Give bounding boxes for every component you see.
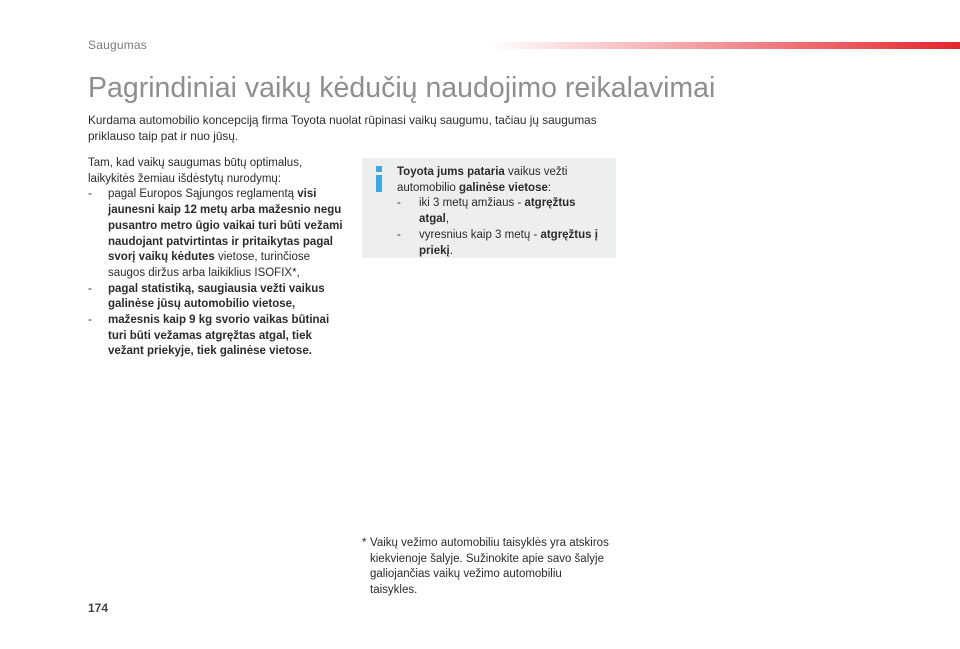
tip-text: . (449, 244, 453, 257)
intro-paragraph: Kurdama automobilio koncepciją firma Toyota nuolat rūpinasi vaikų saugumu, tačiau jų saugumas priklauso taip pat ir nuo jūsų. (88, 113, 597, 143)
page-title: Pagrindiniai vaikų kėdučių naudojimo reikalavimai (88, 72, 716, 104)
page-number: 174 (88, 601, 109, 615)
item-bold-text: visi jaunesni kaip 12 metų arba mažesnio negu pusantro metro ūgio vaikai turi būti vežami naudojant patvirtintas ir pritaikytas pagal svorį vaikų kėdutes (108, 188, 343, 264)
tip-list (397, 196, 608, 259)
list-item (88, 282, 346, 313)
list-dash: - (397, 197, 401, 210)
list-dash: - (397, 228, 401, 241)
requirements-column (88, 156, 346, 360)
list-item (88, 187, 346, 281)
tip-text: iki 3 metų amžiaus - (419, 197, 525, 210)
tip-box (362, 158, 616, 258)
tip-text: vaikus vežti automobilio (397, 166, 568, 194)
tip-bold-text: atgręžtus į priekį (419, 228, 598, 257)
footnote-text: Vaikų vežimo automobiliu taisyklės yra atskiros kiekvienoje šalyje. Sužinokite apie savo šalyje galiojančias vaikų vežimo automobiliu taisykles. (370, 537, 609, 597)
tip-text: : (547, 181, 552, 194)
list-item (88, 313, 346, 360)
footnote (362, 536, 612, 599)
tip-text: , (445, 213, 450, 226)
item-bold-text: pagal statistiką, saugiausia vežti vaikus galinėse jūsų automobilio vietose, (108, 282, 325, 311)
list-dash: - (88, 314, 92, 327)
info-icon (373, 166, 385, 192)
tip-lead (397, 165, 608, 196)
requirements-list (88, 187, 346, 360)
list-item (397, 196, 608, 227)
tip-bold-text: Toyota jums pataria (397, 166, 505, 178)
requirements-lead: Tam, kad vaikų saugumas būtų optimalus, laikykitės žemiau išdėstytų nurodymų: (88, 157, 303, 185)
tip-bold-text: galinėse vietose (459, 181, 548, 194)
item-text: pagal Europos Sąjungos reglamentą (108, 188, 298, 201)
item-bold-text: mažesnis kaip 9 kg svorio vaikas būtinai turi būti vežamas atgręžtas atgal, tiek vežant priekyje, tiek galinėse vietose. (108, 314, 330, 358)
tip-text: vyresnius kaip 3 metų - (419, 228, 541, 241)
footnote-star: * (362, 537, 367, 549)
header-accent-bar (490, 42, 960, 49)
tip-bold-text: atgręžtus atgal (419, 197, 576, 226)
section-label: Saugumas (88, 38, 147, 52)
list-dash: - (88, 282, 92, 295)
item-text: vietose, turinčiose saugos diržus arba laikiklius ISOFIX*, (108, 251, 310, 279)
list-dash: - (88, 188, 92, 201)
list-item (397, 228, 608, 259)
